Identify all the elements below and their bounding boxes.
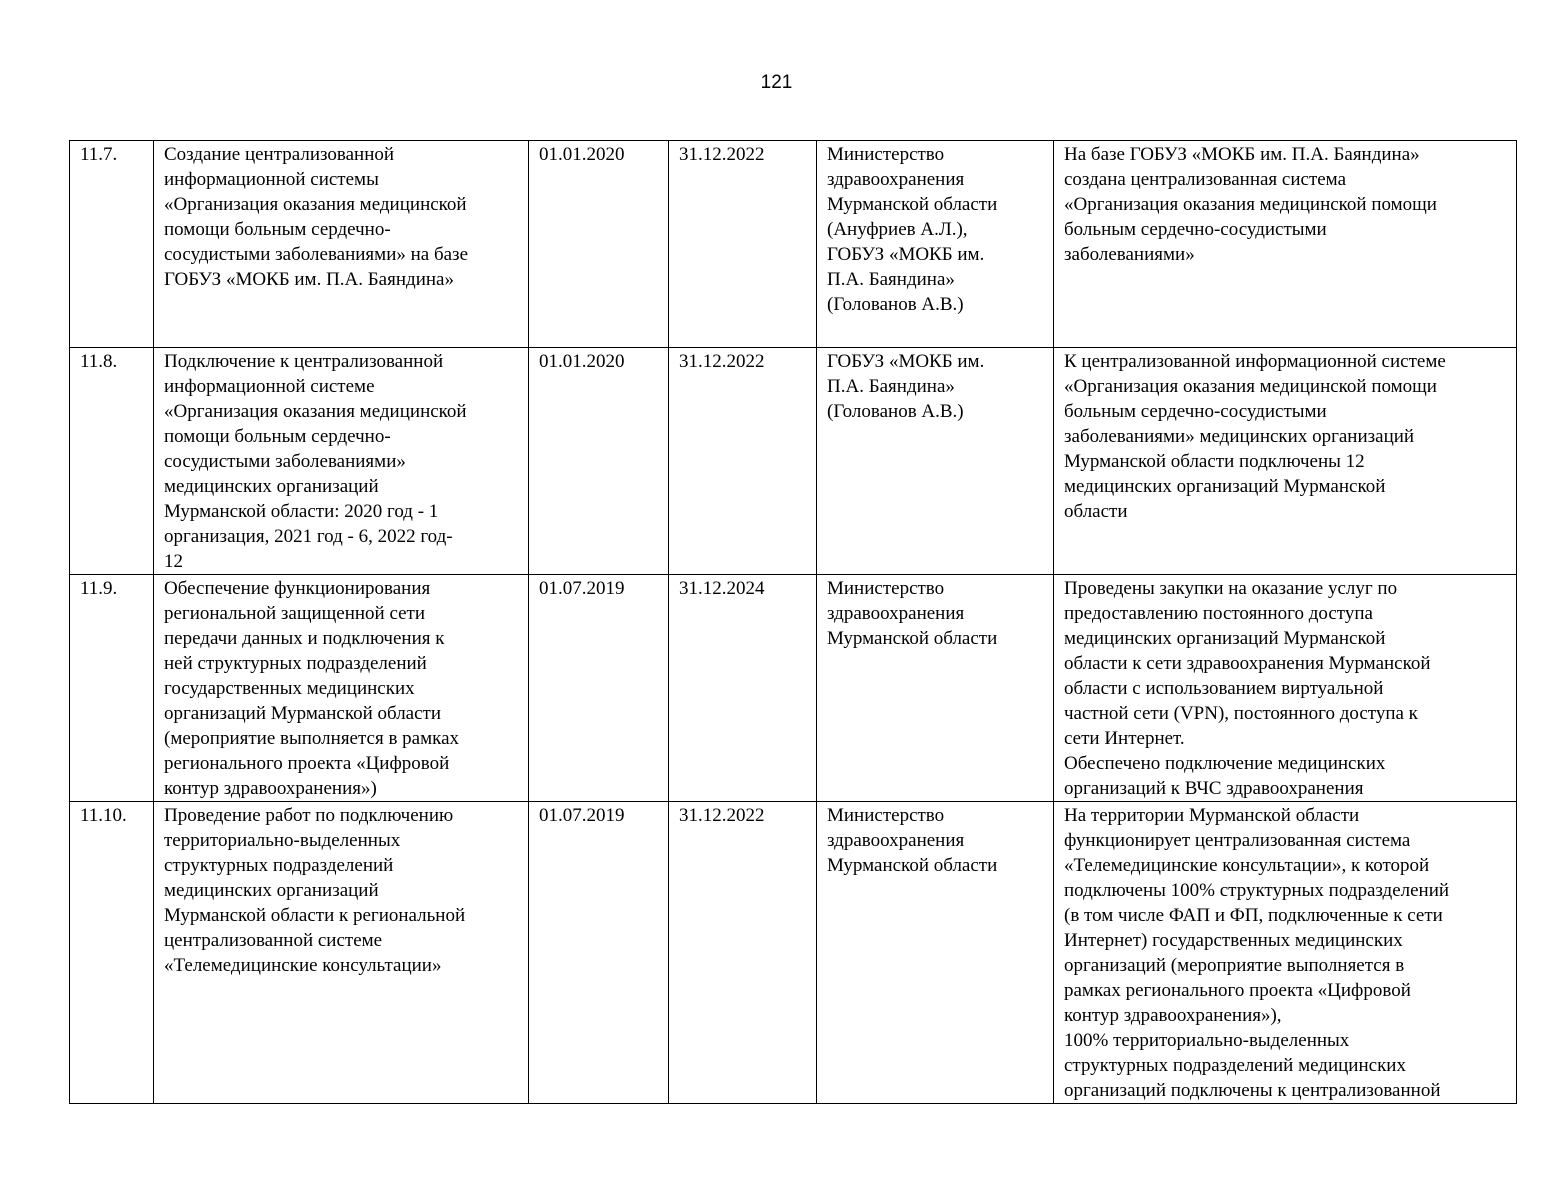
activity-cell: Обеспечение функционирования региональной защищенной сети передачи данных и подключения к ней структурных подразделений государственных медицинских организаций Мурманской области (мероприятие выполняется в рамках регионального проекта «Цифровой контур здравоохранения») xyxy=(154,575,529,802)
responsible-cell: Министерство здравоохранения Мурманской области xyxy=(817,802,1054,1104)
start-date-cell: 01.01.2020 xyxy=(529,348,669,575)
page-number: 121 xyxy=(760,72,793,93)
responsible-cell: Министерство здравоохранения Мурманской области xyxy=(817,575,1054,802)
end-date-cell: 31.12.2022 xyxy=(669,802,817,1104)
start-date-cell: 01.01.2020 xyxy=(529,141,669,348)
start-date-cell: 01.07.2019 xyxy=(529,802,669,1104)
responsible-cell: ГОБУЗ «МОКБ им. П.А. Баяндина» (Голованов А.В.) xyxy=(817,348,1054,575)
activity-cell: Проведение работ по подключению территориально-выделенных структурных подразделений медицинских организаций Мурманской области к региональной централизованной системе «Телемедицинские консультации» xyxy=(154,802,529,1104)
table-row xyxy=(70,141,1517,348)
end-date-cell: 31.12.2024 xyxy=(669,575,817,802)
table-row xyxy=(70,348,1517,575)
activity-cell: Подключение к централизованной информационной системе «Организация оказания медицинской помощи больным сердечно- сосудистыми заболеваниями» медицинских организаций Мурманской области: 2020 год - 1 организация, 2021 год - 6, 2022 год- 12 xyxy=(154,348,529,575)
table-row xyxy=(70,575,1517,802)
activity-cell: Создание централизованной информационной системы «Организация оказания медицинской помощи больным сердечно- сосудистыми заболеваниями» на базе ГОБУЗ «МОКБ им. П.А. Баяндина» xyxy=(154,141,529,348)
end-date-cell: 31.12.2022 xyxy=(669,348,817,575)
item-number: 11.8. xyxy=(70,348,154,575)
result-cell: На базе ГОБУЗ «МОКБ им. П.А. Баяндина» создана централизованная система «Организация оказания медицинской помощи больным сердечно-сосудистыми заболеваниями» xyxy=(1054,141,1517,348)
responsible-cell: Министерство здравоохранения Мурманской области (Ануфриев А.Л.), ГОБУЗ «МОКБ им. П.А. Баяндина» (Голованов А.В.) xyxy=(817,141,1054,348)
result-cell: На территории Мурманской области функционирует централизованная система «Телемедицинские консультации», к которой подключены 100% структурных подразделений (в том числе ФАП и ФП, подключенные к сети Интернет) государственных медицинских организаций (мероприятие выполняется в рамках регионального проекта «Цифровой контур здравоохранения»), 100% территориально-выделенных структурных подразделений медицинских организаций подключены к централизованной xyxy=(1054,802,1517,1104)
item-number: 11.10. xyxy=(70,802,154,1104)
result-cell: К централизованной информационной системе «Организация оказания медицинской помощи больным сердечно-сосудистыми заболеваниями» медицинских организаций Мурманской области подключены 12 медицинских организаций Мурманской области xyxy=(1054,348,1517,575)
item-number: 11.7. xyxy=(70,141,154,348)
measures-table xyxy=(69,140,1517,1104)
table-row xyxy=(70,802,1517,1104)
end-date-cell: 31.12.2022 xyxy=(669,141,817,348)
result-cell: Проведены закупки на оказание услуг по предоставлению постоянного доступа медицинских организаций Мурманской области к сети здравоохранения Мурманской области с использованием виртуальной частной сети (VPN), постоянного доступа к сети Интернет. Обеспечено подключение медицинских организаций к ВЧС здравоохранения xyxy=(1054,575,1517,802)
item-number: 11.9. xyxy=(70,575,154,802)
start-date-cell: 01.07.2019 xyxy=(529,575,669,802)
